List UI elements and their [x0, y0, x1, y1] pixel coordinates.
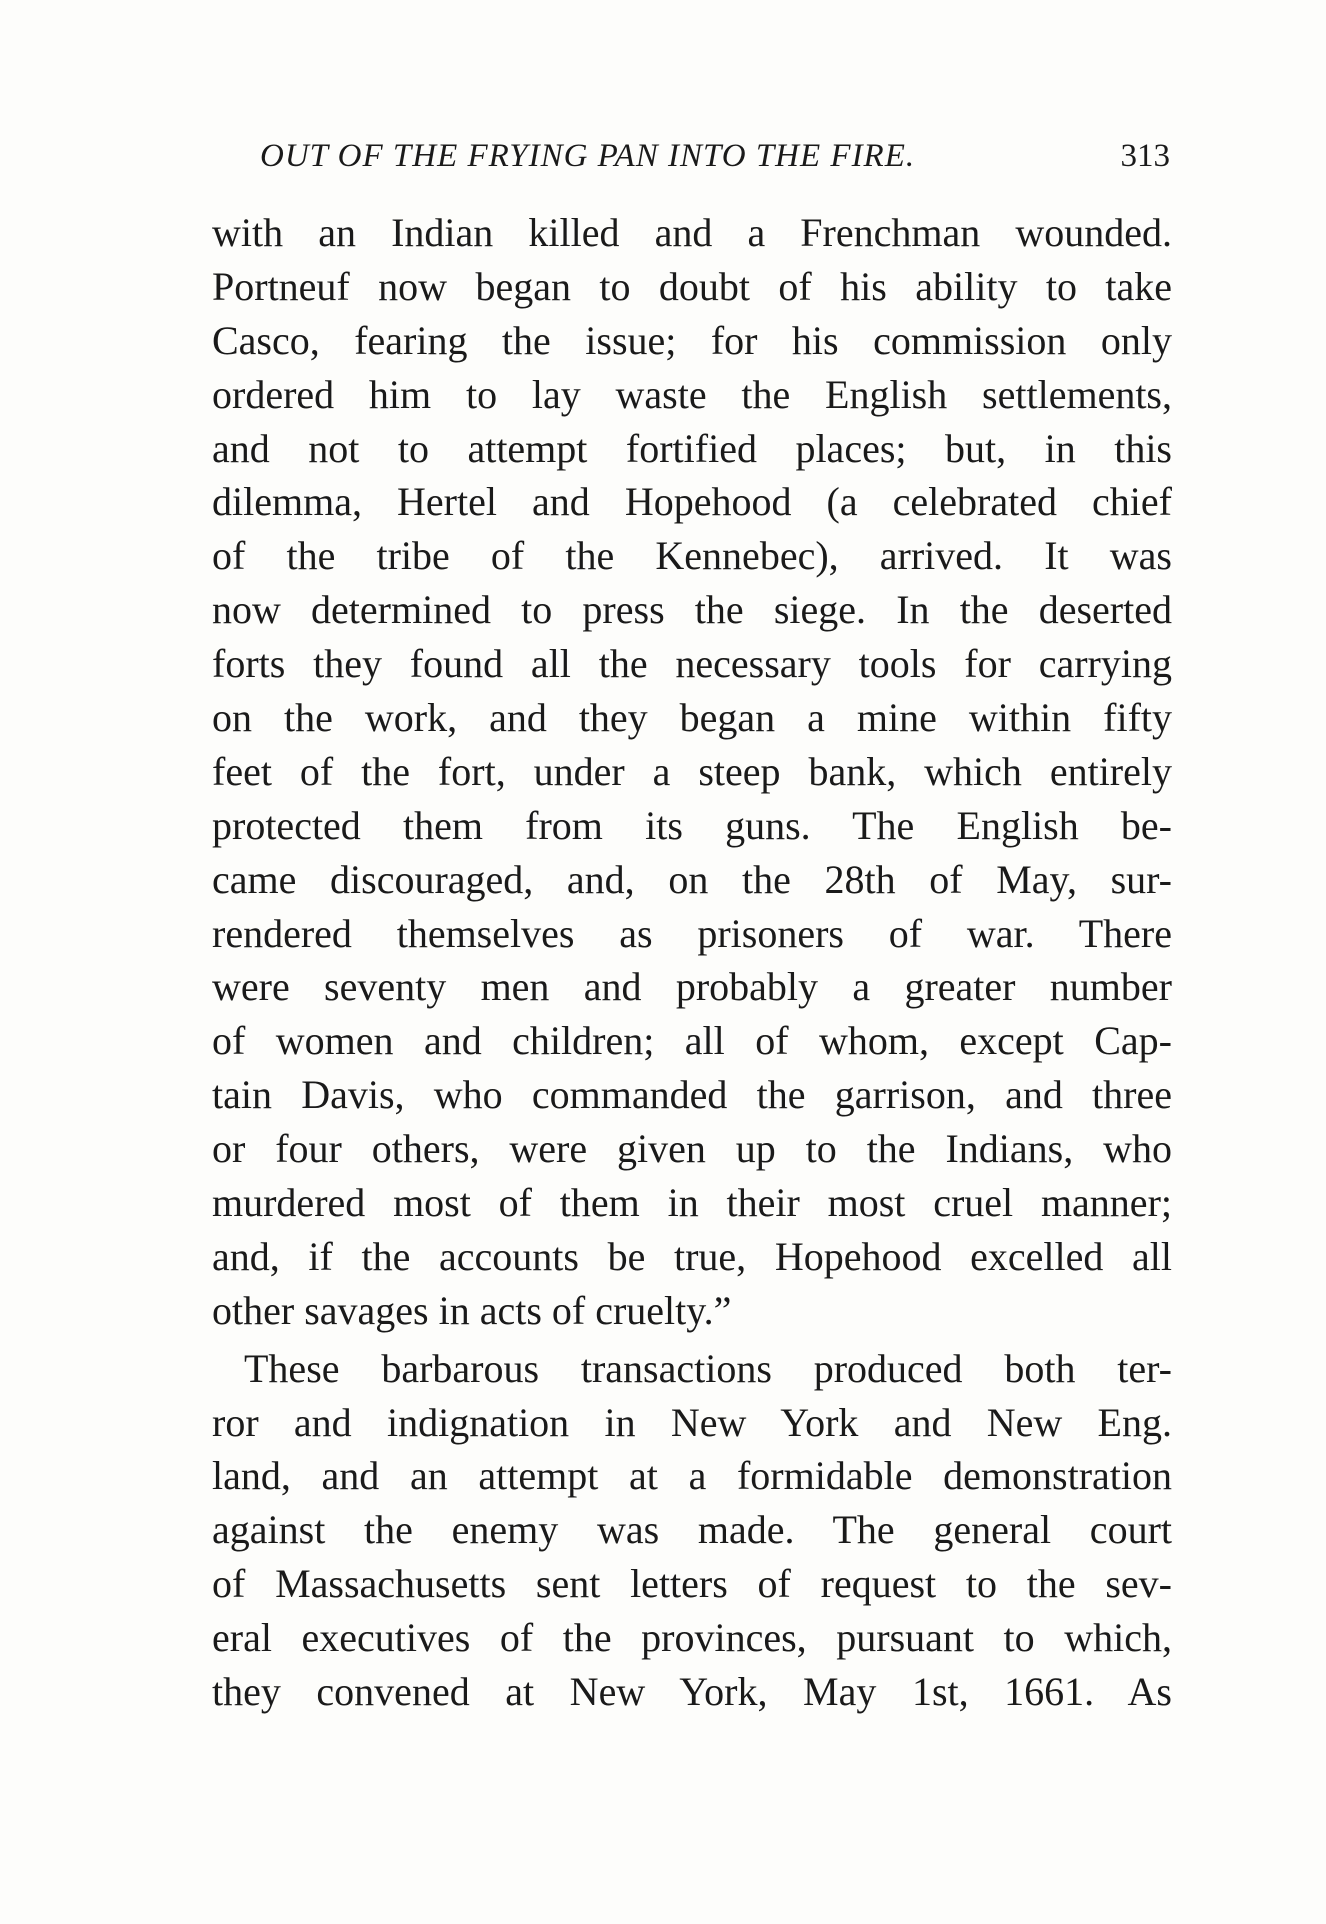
- text-line: came discouraged, and, on the 28th of May, sur-: [212, 856, 1172, 902]
- text-line: and, if the accounts be true, Hopehood excelled all: [212, 1233, 1172, 1279]
- text-line: or four others, were given up to the Indians, who: [212, 1126, 1172, 1172]
- text-line: Portneuf now began to doubt of his ability to take: [212, 263, 1172, 309]
- text-line: feet of the fort, under a steep bank, which entirely: [212, 748, 1172, 794]
- text-line: they convened at New York, May 1st, 1661. As: [212, 1669, 1172, 1715]
- text-line: now determined to press the siege. In the deserted: [212, 587, 1172, 633]
- text-line: dilemma, Hertel and Hopehood (a celebrated chief: [212, 479, 1172, 525]
- running-title: OUT OF THE FRYING PAN INTO THE FIRE.: [260, 138, 916, 174]
- text-line: land, and an attempt at a formidable demonstration: [212, 1453, 1172, 1499]
- text-line: rendered themselves as prisoners of war. There: [212, 910, 1172, 956]
- text-line: These barbarous transactions produced both ter-: [244, 1345, 1172, 1391]
- text-line: of Massachusetts sent letters of request to the sev-: [212, 1561, 1172, 1607]
- text-line: Casco, fearing the issue; for his commission only: [212, 317, 1172, 363]
- text-line: were seventy men and probably a greater number: [212, 964, 1172, 1010]
- text-line: with an Indian killed and a Frenchman wounded.: [212, 210, 1172, 255]
- text-line: eral executives of the provinces, pursuant to which,: [212, 1615, 1172, 1661]
- paragraph-2: [212, 1342, 1172, 1719]
- text-line: of the tribe of the Kennebec), arrived. It was: [212, 533, 1172, 579]
- text-line: forts they found all the necessary tools for carrying: [212, 641, 1172, 687]
- text-line: protected them from its guns. The English be-: [212, 802, 1172, 848]
- text-line: on the work, and they began a mine within fifty: [212, 695, 1172, 741]
- paragraph-1: [212, 206, 1172, 1338]
- text-line: murdered most of them in their most cruel manner;: [212, 1180, 1172, 1226]
- text-line: and not to attempt fortified places; but, in this: [212, 425, 1172, 471]
- text-line: against the enemy was made. The general court: [212, 1507, 1172, 1553]
- text-line: ror and indignation in New York and New Eng.: [212, 1399, 1172, 1445]
- text-line: other savages in acts of cruelty.”: [212, 1287, 732, 1333]
- text-line: ordered him to lay waste the English settlements,: [212, 371, 1172, 417]
- text-line: tain Davis, who commanded the garrison, and three: [212, 1072, 1172, 1118]
- body-text: [212, 206, 1172, 1719]
- running-head: [260, 138, 1170, 188]
- text-line: of women and children; all of whom, except Cap-: [212, 1018, 1172, 1064]
- page-number: 313: [1120, 138, 1170, 174]
